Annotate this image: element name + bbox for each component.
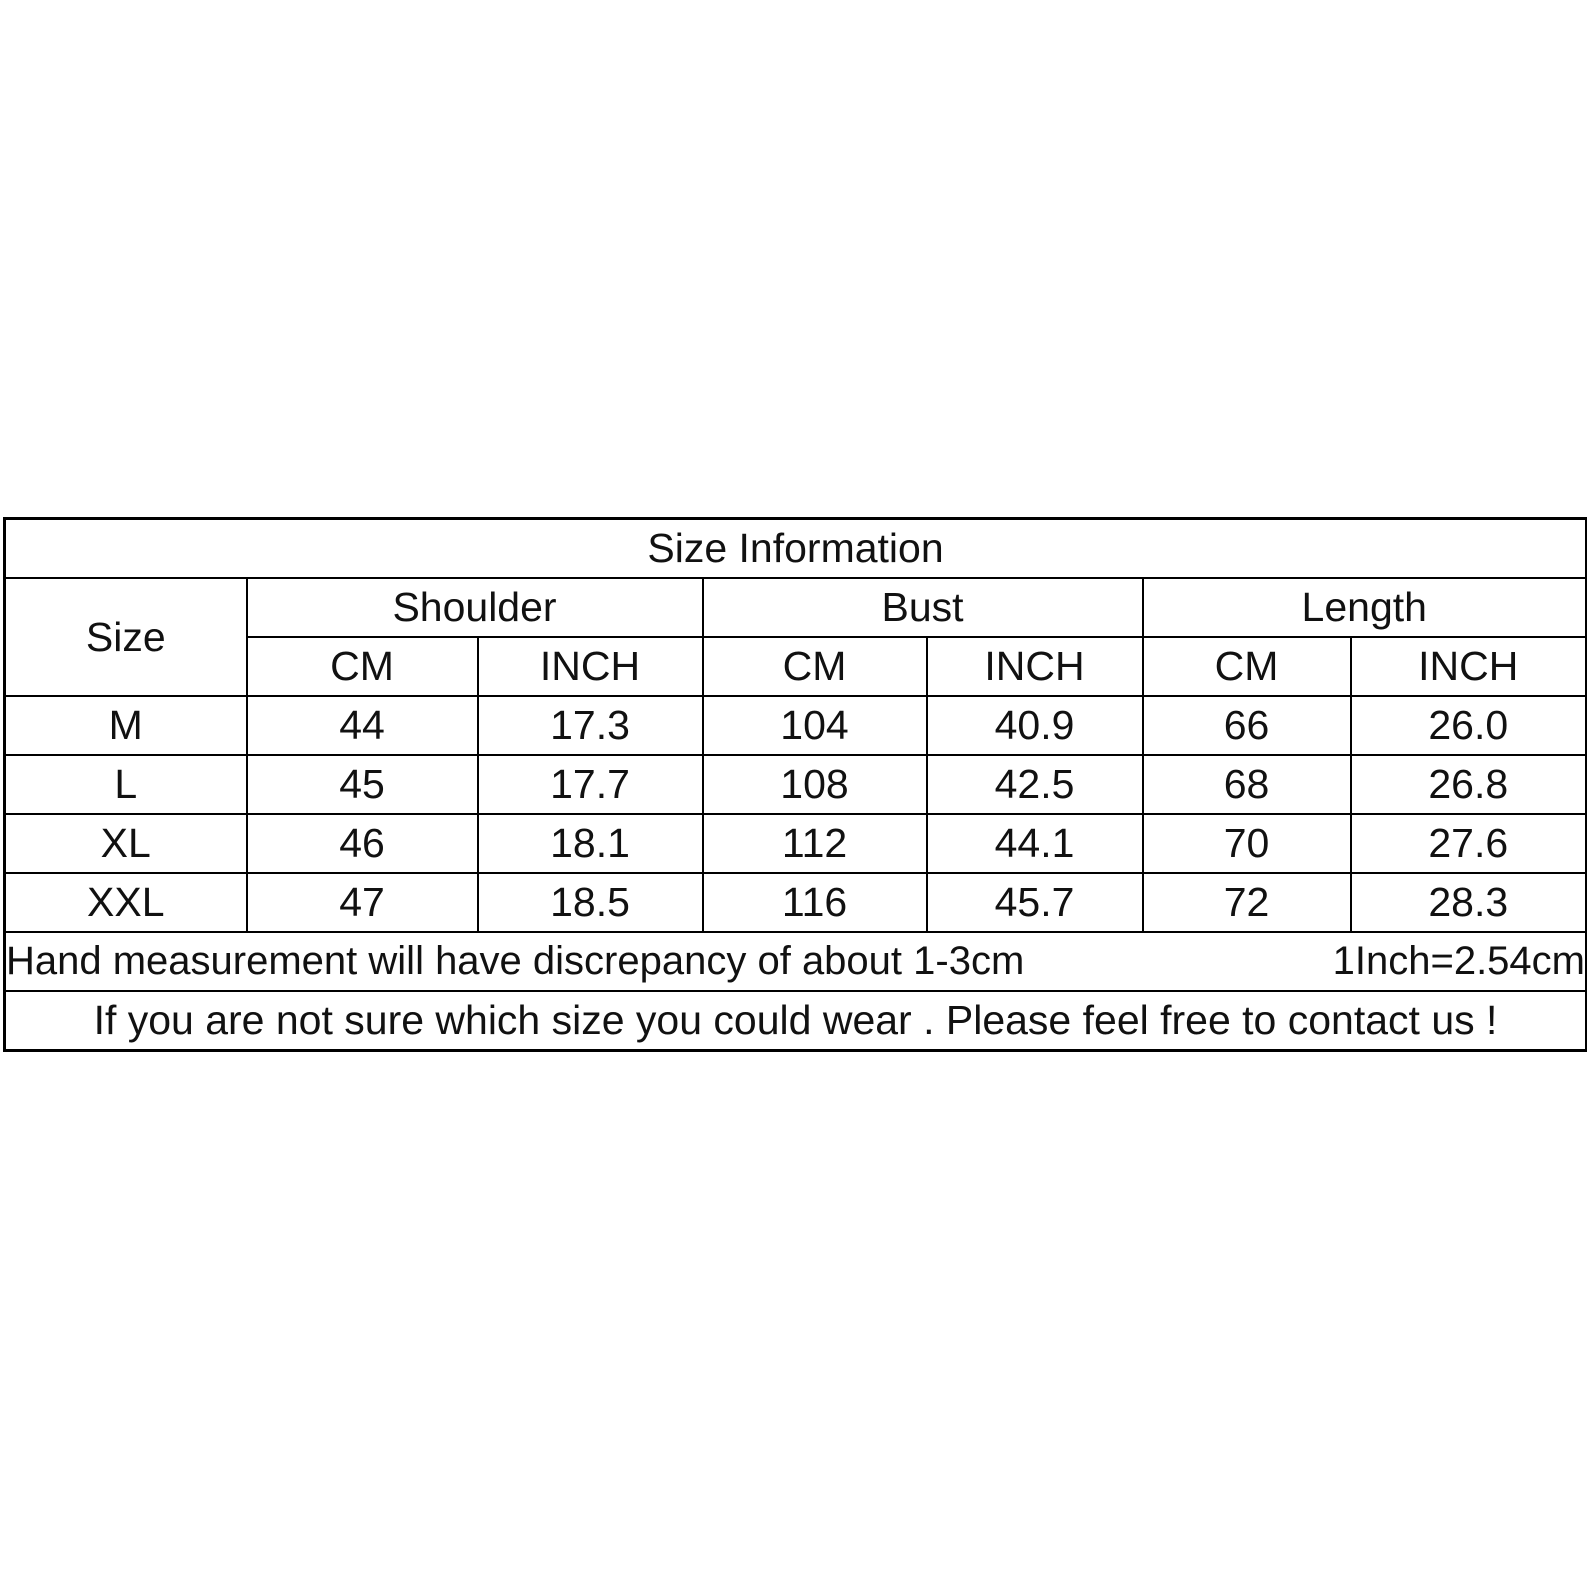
length-inch-cell: 26.0 xyxy=(1351,696,1587,755)
length-inch-cell: 27.6 xyxy=(1351,814,1587,873)
length-cm-cell: 66 xyxy=(1143,696,1351,755)
size-cell: L xyxy=(5,755,247,814)
bust-inch-cell: 40.9 xyxy=(927,696,1143,755)
bust-cm-cell: 116 xyxy=(703,873,927,932)
contact-note: If you are not sure which size you could wear . Please feel free to contact us ! xyxy=(5,991,1587,1051)
length-header: Length xyxy=(1143,578,1587,637)
table-title: Size Information xyxy=(5,519,1587,579)
size-column-header: Size xyxy=(5,578,247,696)
table-row xyxy=(5,755,1587,814)
note-row xyxy=(5,932,1587,991)
shoulder-inch-cell: 18.1 xyxy=(478,814,703,873)
shoulder-cm-cell: 44 xyxy=(247,696,478,755)
note-cell xyxy=(5,932,1587,991)
bust-cm-header: CM xyxy=(703,637,927,696)
bust-header: Bust xyxy=(703,578,1143,637)
bust-inch-header: INCH xyxy=(927,637,1143,696)
shoulder-cm-cell: 46 xyxy=(247,814,478,873)
bust-inch-cell: 44.1 xyxy=(927,814,1143,873)
shoulder-inch-cell: 17.3 xyxy=(478,696,703,755)
bust-cm-cell: 104 xyxy=(703,696,927,755)
size-cell: M xyxy=(5,696,247,755)
shoulder-inch-cell: 18.5 xyxy=(478,873,703,932)
shoulder-cm-cell: 45 xyxy=(247,755,478,814)
length-cm-header: CM xyxy=(1143,637,1351,696)
table-row xyxy=(5,873,1587,932)
footer-row xyxy=(5,991,1587,1051)
shoulder-cm-cell: 47 xyxy=(247,873,478,932)
bust-cm-cell: 112 xyxy=(703,814,927,873)
length-cm-cell: 72 xyxy=(1143,873,1351,932)
shoulder-inch-cell: 17.7 xyxy=(478,755,703,814)
size-chart-table xyxy=(3,517,1587,1052)
table-row xyxy=(5,814,1587,873)
bust-cm-cell: 108 xyxy=(703,755,927,814)
shoulder-cm-header: CM xyxy=(247,637,478,696)
bust-inch-cell: 45.7 xyxy=(927,873,1143,932)
group-header-row xyxy=(5,578,1587,637)
shoulder-inch-header: INCH xyxy=(478,637,703,696)
length-cm-cell: 70 xyxy=(1143,814,1351,873)
size-cell: XL xyxy=(5,814,247,873)
note-wrap xyxy=(6,933,1585,990)
title-row xyxy=(5,519,1587,579)
length-cm-cell: 68 xyxy=(1143,755,1351,814)
bust-inch-cell: 42.5 xyxy=(927,755,1143,814)
length-inch-header: INCH xyxy=(1351,637,1587,696)
size-cell: XXL xyxy=(5,873,247,932)
length-inch-cell: 26.8 xyxy=(1351,755,1587,814)
length-inch-cell: 28.3 xyxy=(1351,873,1587,932)
shoulder-header: Shoulder xyxy=(247,578,703,637)
measurement-note: Hand measurement will have discrepancy of about 1-3cm xyxy=(6,939,1025,983)
table-row xyxy=(5,696,1587,755)
unit-conversion: 1Inch=2.54cm xyxy=(1332,939,1585,983)
